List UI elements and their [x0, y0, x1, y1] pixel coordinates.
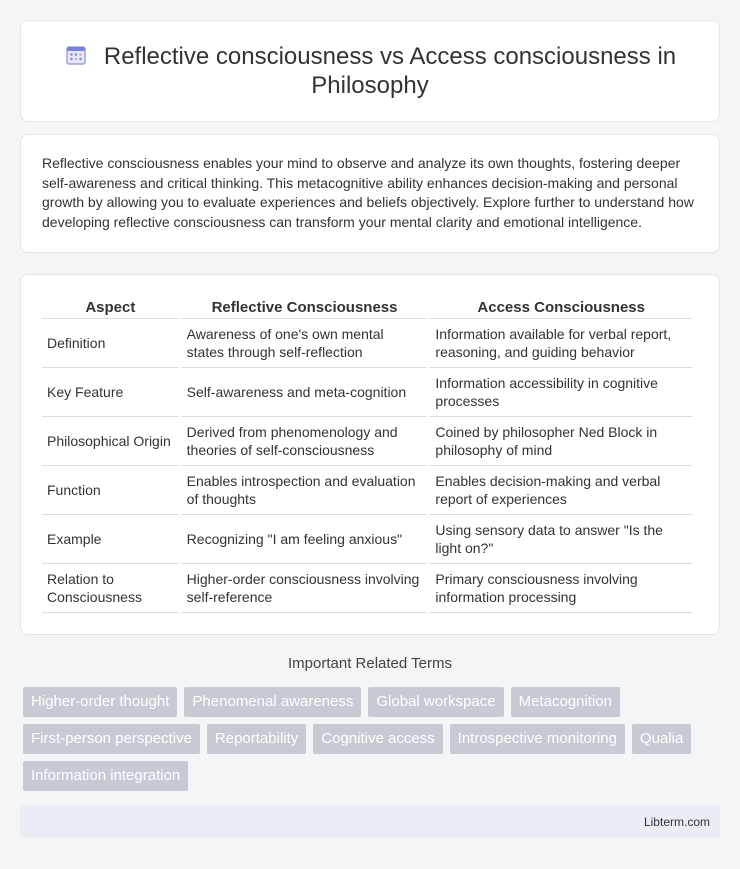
related-term-tag[interactable]: Information integration [23, 761, 188, 791]
intro-card [20, 134, 720, 253]
table-cell-reflective: Self-awareness and meta-cognition [182, 368, 428, 417]
column-header-aspect: Aspect [42, 297, 179, 319]
table-cell-reflective: Higher-order consciousness involving self-reference [182, 564, 428, 613]
table-cell-aspect: Philosophical Origin [42, 417, 179, 466]
table-row [42, 368, 692, 417]
intro-text: Reflective consciousness enables your mind to observe and analyze its own thoughts, fostering deeper self-awareness and critical thinking. This metacognitive ability enhances decision-making and personal growth by allowing you to evaluate experiences and beliefs objectively. Explore further to understand how developing reflective consciousness can transform your mental clarity and emotional intelligence. [42, 155, 694, 230]
table-cell-access: Coined by philosopher Ned Block in philosophy of mind [430, 417, 692, 466]
related-terms-title: Important Related Terms [288, 655, 452, 672]
table-row [42, 319, 692, 368]
table-cell-aspect: Relation to Consciousness [42, 564, 179, 613]
related-terms-list [23, 687, 723, 791]
table-cell-aspect: Function [42, 466, 179, 515]
calendar-grid-icon [64, 43, 88, 67]
table-row [42, 466, 692, 515]
related-term-tag[interactable]: Metacognition [511, 687, 620, 717]
related-term-tag[interactable]: First-person perspective [23, 724, 200, 754]
table-cell-access: Enables decision-making and verbal report of experiences [430, 466, 692, 515]
related-term-tag[interactable]: Cognitive access [313, 724, 442, 754]
related-term-tag[interactable]: Higher-order thought [23, 687, 177, 717]
table-cell-access: Primary consciousness involving information processing [430, 564, 692, 613]
table-cell-reflective: Enables introspection and evaluation of thoughts [182, 466, 428, 515]
table-cell-reflective: Awareness of one's own mental states through self-reflection [182, 319, 428, 368]
table-cell-aspect: Key Feature [42, 368, 179, 417]
footer [20, 806, 720, 838]
table-cell-access: Using sensory data to answer "Is the light on?" [430, 515, 692, 564]
table-cell-access: Information available for verbal report, reasoning, and guiding behavior [430, 319, 692, 368]
table-cell-reflective: Derived from phenomenology and theories of self-consciousness [182, 417, 428, 466]
table-cell-reflective: Recognizing "I am feeling anxious" [182, 515, 428, 564]
title-card [20, 20, 720, 122]
table-cell-aspect: Definition [42, 319, 179, 368]
related-term-tag[interactable]: Reportability [207, 724, 306, 754]
related-term-tag[interactable]: Qualia [632, 724, 691, 754]
table-cell-access: Information accessibility in cognitive processes [430, 368, 692, 417]
related-term-tag[interactable]: Phenomenal awareness [184, 687, 361, 717]
related-term-tag[interactable]: Global workspace [368, 687, 503, 717]
table-row [42, 515, 692, 564]
column-header-reflective: Reflective Consciousness [182, 297, 428, 319]
table-row [42, 564, 692, 613]
comparison-table [39, 297, 695, 613]
footer-site-link[interactable]: Libterm.com [643, 815, 710, 829]
table-cell-aspect: Example [42, 515, 179, 564]
page-title [51, 42, 689, 100]
related-term-tag[interactable]: Introspective monitoring [450, 724, 625, 754]
column-header-access: Access Consciousness [430, 297, 692, 319]
table-header-row [42, 297, 692, 319]
page-title-text: Reflective consciousness vs Access consciousness in Philosophy [103, 43, 677, 99]
comparison-table-card [20, 274, 720, 635]
table-row [42, 417, 692, 466]
